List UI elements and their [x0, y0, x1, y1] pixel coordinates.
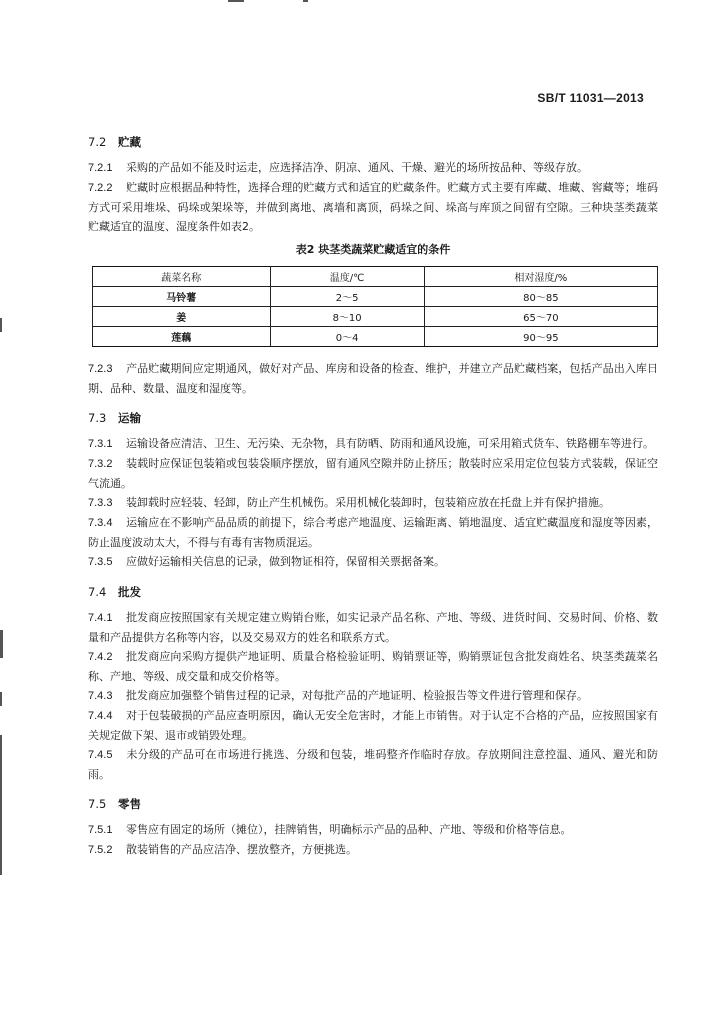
scan-artifact-top — [228, 0, 244, 2]
clause-text: 应做好运输相关信息的记录，做到物证相符，保留相关票据备案。 — [126, 555, 445, 568]
table-row — [93, 307, 658, 327]
clause-number: 7.5.1 — [88, 824, 113, 836]
table-cell: 姜 — [93, 307, 271, 327]
clause-7-3-2 — [88, 454, 658, 493]
scan-artifact-left-3 — [0, 692, 2, 706]
table-header-cell: 温度/℃ — [270, 267, 424, 287]
clause-text: 对于包装破损的产品应查明原因，确认无安全危害时，才能上市销售。对于认定不合格的产品，应按照国家有关规定做下架、退市或销毁处理。 — [88, 709, 658, 742]
clause-number: 7.2.1 — [88, 162, 113, 174]
heading-number: 7.2 — [88, 135, 107, 149]
main-content — [88, 132, 658, 860]
clause-text: 运输设备应清洁、卫生、无污染、无杂物，具有防晒、防雨和通风设施，可采用箱式货车、铁路棚车等进行。 — [126, 437, 654, 450]
table-header-row — [93, 267, 658, 287]
clause-7-4-2 — [88, 647, 658, 686]
heading-number: 7.4 — [88, 585, 107, 599]
clause-7-4-5 — [88, 745, 658, 784]
clause-7-2-3 — [88, 359, 658, 398]
clause-number: 7.5.2 — [88, 844, 113, 856]
standard-code: SB/T 11031—2013 — [537, 91, 644, 105]
clause-7-3-4 — [88, 513, 658, 552]
clause-number: 7.4.4 — [88, 710, 113, 722]
scan-artifact-top-2 — [303, 0, 308, 2]
clause-number: 7.4.3 — [88, 690, 113, 702]
clause-number: 7.2.2 — [88, 182, 113, 194]
table-cell: 80～85 — [424, 287, 657, 307]
scan-artifact-left-2 — [0, 630, 3, 658]
clause-number: 7.3.3 — [88, 497, 113, 509]
clause-number: 7.4.2 — [88, 651, 113, 663]
clause-text: 产品贮藏期间应定期通风，做好对产品、库房和设备的检查、维护，并建立产品贮藏档案，包括产品出入库日期、品种、数量、温度和湿度等。 — [88, 362, 658, 395]
section-heading-7-3 — [88, 408, 658, 428]
heading-title: 批发 — [118, 585, 141, 599]
clause-text: 批发商应加强整个销售过程的记录，对每批产品的产地证明、检验报告等文件进行管理和保存。 — [126, 689, 588, 702]
table-cell: 0～4 — [270, 327, 424, 347]
heading-title: 贮藏 — [118, 135, 141, 149]
scan-artifact-left — [0, 318, 2, 332]
clause-7-3-3 — [88, 493, 658, 513]
clause-7-5-1 — [88, 820, 658, 840]
heading-number: 7.3 — [88, 411, 107, 425]
table-row — [93, 287, 658, 307]
clause-number: 7.4.5 — [88, 749, 113, 761]
clause-number: 7.3.5 — [88, 556, 113, 568]
table-header-cell: 相对湿度/% — [424, 267, 657, 287]
table-cell: 马铃薯 — [93, 287, 271, 307]
clause-number: 7.3.1 — [88, 438, 113, 450]
clause-text: 零售应有固定的场所（摊位），挂牌销售，明确标示产品的品种、产地、等级和价格等信息。 — [126, 823, 572, 836]
storage-conditions-table — [92, 266, 658, 347]
table-row — [93, 327, 658, 347]
heading-title: 零售 — [118, 797, 141, 811]
section-heading-7-2 — [88, 132, 658, 152]
clause-text: 批发商应向采购方提供产地证明、质量合格检验证明、购销票证等，购销票证包含批发商姓名、块茎类蔬菜名称、产地、等级、成交量和成交价格等。 — [88, 650, 658, 683]
clause-7-4-3 — [88, 686, 658, 706]
table-cell: 65～70 — [424, 307, 657, 327]
clause-number: 7.3.2 — [88, 458, 113, 470]
clause-text: 采购的产品如不能及时运走，应选择洁净、阴凉、通风、干燥、避光的场所按品种、等级存放。 — [126, 161, 588, 174]
clause-text: 装卸载时应轻装、轻卸，防止产生机械伤。采用机械化装卸时，包装箱应放在托盘上并有保护措施。 — [126, 496, 610, 509]
section-heading-7-5 — [88, 794, 658, 814]
heading-number: 7.5 — [88, 797, 107, 811]
table-header-cell: 蔬菜名称 — [93, 267, 271, 287]
table-cell: 莲藕 — [93, 327, 271, 347]
clause-text: 批发商应按照国家有关规定建立购销台账，如实记录产品名称、产地、等级、进货时间、交易时间、价格、数量和产品提供方名称等内容，以及交易双方的姓名和联系方式。 — [88, 611, 658, 644]
table-cell: 2～5 — [270, 287, 424, 307]
section-heading-7-4 — [88, 582, 658, 602]
clause-7-5-2 — [88, 840, 658, 860]
clause-7-3-1 — [88, 434, 658, 454]
clause-text: 装载时应保证包装箱或包装袋顺序摆放，留有通风空隙并防止挤压；散装时应采用定位包装方式装载，保证空气流通。 — [88, 457, 658, 490]
table-cell: 8～10 — [270, 307, 424, 327]
clause-number: 7.3.4 — [88, 517, 113, 529]
clause-text: 散装销售的产品应洁净、摆放整齐，方便挑选。 — [126, 843, 357, 856]
clause-number: 7.2.3 — [88, 363, 113, 375]
table-cell: 90～95 — [424, 327, 657, 347]
clause-number: 7.4.1 — [88, 612, 113, 624]
clause-text: 运输应在不影响产品品质的前提下，综合考虑产地温度、运输距离、销地温度、适宜贮藏温度和湿度等因素，防止温度波动太大，不得与有毒有害物质混运。 — [88, 516, 658, 549]
heading-title: 运输 — [118, 411, 141, 425]
clause-7-2-2 — [88, 178, 658, 236]
clause-text: 未分级的产品可在市场进行挑选、分级和包装，堆码整齐作临时存放。存放期间注意控温、通风、避光和防雨。 — [88, 748, 658, 781]
table-title: 表2 块茎类蔬菜贮藏适宜的条件 — [295, 243, 451, 256]
clause-7-2-1 — [88, 158, 658, 178]
clause-text: 贮藏时应根据品种特性，选择合理的贮藏方式和适宜的贮藏条件。贮藏方式主要有库藏、堆藏、窖藏等；堆码方式可采用堆垛、码垛或架垛等，并做到离地、离墙和离顶，码垛之间、垛高与库顶之间留有空隙。三种块茎类蔬菜贮藏适宜的温度、湿度条件如表2。 — [88, 181, 658, 233]
clause-7-3-5 — [88, 552, 658, 572]
clause-7-4-1 — [88, 608, 658, 647]
scan-artifact-left-4 — [0, 735, 2, 875]
clause-7-4-4 — [88, 706, 658, 745]
